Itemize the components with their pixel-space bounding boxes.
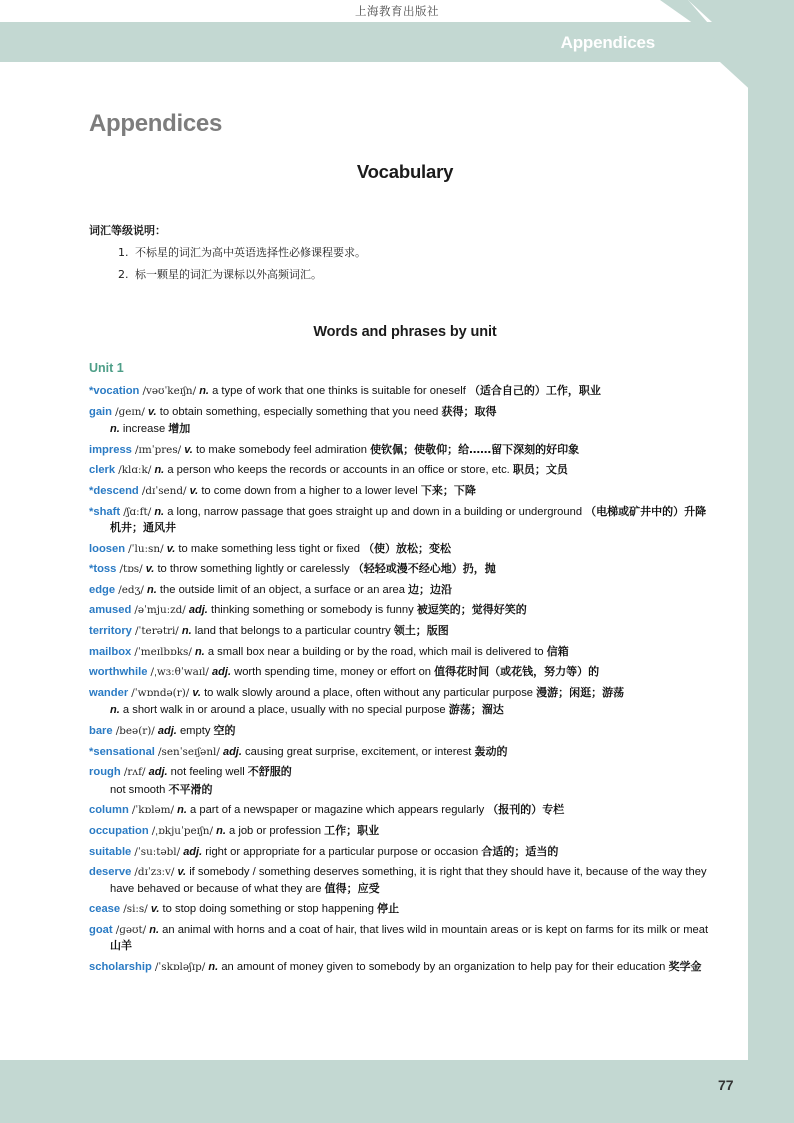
entry-definition: thinking something or somebody is funny	[210, 604, 414, 617]
entry-translation: 不舒服的	[247, 765, 292, 779]
entry-translation: （使）放松；变松	[363, 541, 452, 555]
entry-definition: a part of a newspaper or magazine which appears regularly	[190, 804, 485, 817]
entry-translation: 下来；下降	[420, 483, 476, 497]
vocabulary-entry	[89, 504, 714, 537]
entry-headword	[89, 385, 139, 397]
entry-headword	[89, 825, 149, 837]
entry-translation: 边；边沿	[408, 582, 453, 596]
entry-translation: 合适的；适当的	[481, 844, 559, 858]
entry-extra-sense	[110, 782, 714, 798]
vocabulary-entry	[89, 541, 714, 557]
entry-pronunciation: /dɪˈzɜːv/	[134, 866, 175, 879]
entry-word: scholarship	[89, 960, 152, 973]
entry-definition: a person who keeps the records or accounts in an office or store, etc.	[167, 464, 510, 477]
entry-headword	[89, 687, 128, 699]
entry-pronunciation: /ɪmˈpres/	[135, 443, 182, 456]
entry-part-of-speech: n.	[149, 923, 160, 936]
entry-part-of-speech: adj.	[157, 725, 177, 737]
entry-translation: 信箱	[546, 644, 569, 658]
footer-green-band	[0, 1060, 794, 1123]
entry-headword	[89, 563, 116, 575]
entry-part-of-speech: n.	[194, 645, 205, 658]
sense-definition: increase	[122, 422, 166, 435]
entry-translation: 停止	[377, 902, 400, 916]
entry-translation: 山羊	[110, 939, 132, 953]
entry-word: territory	[89, 625, 132, 638]
entry-translation: 获得；取得	[441, 404, 497, 418]
entry-word: bare	[89, 725, 113, 737]
entry-headword	[89, 766, 121, 778]
entry-definition: to throw something lightly or carelessly	[157, 563, 350, 576]
sense-translation: 增加	[168, 421, 191, 435]
sense-definition: a short walk in or around a place, usually with no special purpose	[122, 704, 446, 717]
entry-part-of-speech: n.	[208, 960, 219, 973]
subsection-title: Words and phrases by unit	[313, 324, 497, 340]
entry-translation: 空的	[213, 724, 236, 737]
entry-pronunciation: /senˈseɪʃənl/	[158, 745, 220, 758]
vocabulary-entry-list	[89, 383, 714, 979]
note-item	[89, 268, 689, 282]
entry-headword	[89, 543, 125, 555]
note-number: 1.	[118, 246, 129, 259]
entry-part-of-speech: v.	[145, 563, 155, 576]
vocabulary-entry	[89, 959, 714, 975]
notes-list	[89, 246, 689, 282]
entry-definition: a long, narrow passage that goes straight up and down in a building or underground	[167, 505, 583, 518]
entry-headword	[89, 584, 115, 596]
entry-word: worthwhile	[89, 666, 148, 679]
entry-part-of-speech: v.	[166, 542, 176, 555]
entry-word: loosen	[89, 542, 126, 555]
entry-word: suitable	[89, 845, 132, 858]
entry-headword	[89, 746, 155, 758]
vocabulary-entry	[89, 644, 714, 660]
entry-definition: if somebody / something deserves something, it is right that they should have it, because of the way they have behaved or because of what they are	[110, 866, 707, 895]
entry-headword	[89, 646, 131, 658]
entry-part-of-speech: v.	[192, 687, 201, 700]
entry-pronunciation: /ʃɑːft/	[123, 505, 152, 518]
entry-part-of-speech: n.	[216, 824, 226, 837]
entry-part-of-speech: v.	[148, 405, 157, 418]
sense-translation: 游荡；溜达	[448, 703, 504, 717]
entry-word: goat	[89, 923, 113, 936]
entry-definition: causing great surprise, excitement, or interest	[245, 745, 472, 758]
entry-definition: to make something less tight or fixed	[178, 542, 360, 555]
entry-word: descend	[93, 484, 139, 497]
entry-word: mailbox	[89, 645, 132, 658]
entry-definition: land that belongs to a particular country	[194, 625, 391, 638]
entry-pronunciation: /tɒs/	[119, 563, 143, 576]
entry-part-of-speech: v.	[189, 484, 199, 497]
vocabulary-entry	[89, 664, 714, 680]
vocabulary-entry	[89, 844, 714, 860]
notes-title: 词汇等级说明：	[89, 224, 166, 237]
sense-definition: not smooth	[110, 783, 166, 796]
entry-headword	[89, 846, 131, 858]
entry-headword	[89, 903, 120, 915]
entry-pronunciation: /ˈterətri/	[135, 625, 179, 638]
entry-part-of-speech: adj.	[183, 845, 203, 858]
vocabulary-entry	[89, 483, 714, 499]
entry-headword	[89, 804, 129, 816]
entry-word: impress	[89, 443, 132, 456]
entry-definition: not feeling well	[170, 766, 245, 779]
entry-star-marker: *	[89, 385, 94, 397]
entry-pronunciation: /dɪˈsend/	[141, 484, 187, 497]
entry-pronunciation: /siːs/	[123, 903, 148, 916]
entry-pronunciation: /edʒ/	[118, 583, 144, 596]
entry-headword	[89, 485, 139, 497]
entry-pronunciation: /ˈwɒndə(r)/	[131, 687, 190, 700]
vocabulary-entry	[89, 602, 714, 618]
entry-pronunciation: /ˌɒkjuˈpeɪʃn/	[151, 824, 213, 837]
entry-translation: （报刊的）专栏	[487, 803, 565, 817]
running-head: Appendices	[560, 33, 655, 52]
unit-label: Unit 1	[89, 361, 124, 375]
entry-translation: 奖学金	[668, 959, 702, 973]
entry-pronunciation: /ɡeɪn/	[115, 405, 145, 418]
entry-headword	[89, 961, 152, 973]
entry-pronunciation: /ˈluːsn/	[128, 542, 164, 555]
entry-star-marker: *	[89, 745, 94, 758]
entry-word: gain	[89, 405, 112, 418]
vocabulary-entry	[89, 462, 714, 478]
entry-headword	[89, 464, 115, 476]
entry-word: rough	[89, 766, 121, 779]
entry-part-of-speech: n.	[154, 464, 165, 477]
vocabulary-entry	[89, 744, 714, 760]
entry-part-of-speech: n.	[147, 583, 157, 596]
entry-word: amused	[89, 604, 132, 617]
entry-part-of-speech: adj.	[148, 766, 168, 779]
entry-part-of-speech: v.	[150, 903, 160, 916]
vocabulary-entry	[89, 685, 714, 719]
entry-star-marker: *	[89, 563, 94, 576]
entry-star-marker: *	[89, 484, 94, 497]
entry-definition: to stop doing something or stop happening	[162, 903, 375, 916]
entry-part-of-speech: v.	[177, 866, 187, 879]
entry-definition: to come down from a higher to a lower level	[201, 484, 418, 497]
entry-translation: 使钦佩；使敬仰；给……留下深刻的好印象	[370, 442, 580, 456]
sense-part-of-speech: n.	[110, 422, 120, 435]
entry-definition: worth spending time, money or effort on	[234, 666, 432, 679]
vocabulary-entry	[89, 764, 714, 798]
entry-definition: to obtain something, especially something that you need	[159, 405, 439, 418]
entry-translation: 轰动的	[474, 744, 508, 758]
entry-definition: to walk slowly around a place, often without any particular purpose	[204, 687, 534, 700]
entry-translation: （轻轻或漫不经心地）扔，抛	[352, 562, 496, 576]
vocabulary-entry	[89, 802, 714, 818]
note-number: 2.	[118, 267, 129, 281]
entry-headword	[89, 406, 112, 418]
entry-definition: the outside limit of an object, a surface or an area	[159, 583, 405, 596]
entry-translation: 值得花时间（或花钱，努力等）的	[434, 665, 600, 679]
entry-translation: 值得；应受	[324, 881, 380, 895]
entry-pronunciation: /ɡəʊt/	[115, 923, 147, 936]
entry-translation: 领土；版图	[393, 624, 449, 638]
entry-pronunciation: /beə(r)/	[115, 725, 155, 737]
entry-pronunciation: /ˈsuːtəbl/	[134, 845, 181, 858]
entry-headword	[89, 924, 113, 936]
entry-definition: a small box near a building or by the road, which mail is delivered to	[207, 645, 544, 658]
vocabulary-entry	[89, 442, 714, 458]
entry-headword	[89, 666, 147, 678]
note-item	[89, 246, 689, 260]
entry-word: cease	[89, 903, 121, 916]
entry-star-marker: *	[89, 505, 94, 518]
entry-word: clerk	[89, 464, 116, 477]
entry-word: wander	[89, 687, 129, 700]
vocabulary-level-notes	[89, 222, 689, 282]
entry-pronunciation: /ˈmeɪlbɒks/	[134, 645, 192, 658]
sense-translation: 不平滑的	[168, 782, 213, 796]
entry-word: toss	[93, 563, 117, 576]
entry-translation: 工作；职业	[324, 823, 380, 837]
vocabulary-entry	[89, 561, 714, 577]
entry-pronunciation: /rʌf/	[123, 766, 146, 779]
entry-word: edge	[89, 583, 116, 596]
vocabulary-entry	[89, 922, 714, 955]
entry-pronunciation: /vəʊˈkeɪʃn/	[142, 385, 197, 397]
entry-translation: 漫游；闲逛；游荡	[536, 686, 625, 700]
vocabulary-entry	[89, 582, 714, 598]
entry-extra-sense	[110, 421, 714, 437]
entry-word: sensational	[93, 745, 155, 758]
entry-pronunciation: /ˈskɒləʃɪp/	[154, 960, 206, 973]
entry-definition: an amount of money given to somebody by an organization to help pay for their education	[221, 960, 666, 973]
entry-headword	[89, 625, 132, 637]
entry-part-of-speech: n.	[154, 505, 165, 518]
note-text: 标一颗星的词汇为课标以外高频词汇。	[135, 267, 322, 281]
entry-pronunciation: /əˈmjuːzd/	[134, 604, 186, 617]
entry-pronunciation: /ˌwɜːθˈwaɪl/	[150, 666, 209, 679]
entry-part-of-speech: n.	[181, 625, 192, 638]
entry-extra-sense	[110, 702, 714, 718]
entry-word: shaft	[93, 505, 121, 518]
entry-part-of-speech: n.	[199, 385, 209, 397]
entry-definition: empty	[179, 725, 211, 737]
vocabulary-entry	[89, 383, 714, 399]
sense-part-of-speech: n.	[110, 704, 120, 717]
note-text: 不标星的词汇为高中英语选择性必修课程要求。	[135, 246, 366, 259]
entry-headword	[89, 506, 120, 518]
entry-word: vocation	[93, 385, 140, 397]
entry-part-of-speech: adj.	[188, 604, 208, 617]
vocabulary-entry	[89, 901, 714, 917]
entry-definition: a job or profession	[229, 824, 322, 837]
entry-headword	[89, 444, 132, 456]
entry-word: column	[89, 804, 129, 817]
entry-translation: 被逗笑的；觉得好笑的	[416, 603, 527, 617]
entry-definition: a type of work that one thinks is suitable for oneself	[212, 385, 466, 397]
publisher-name: 上海教育出版社	[355, 4, 439, 18]
vocabulary-entry	[89, 864, 714, 897]
entry-headword	[89, 725, 113, 737]
entry-part-of-speech: n.	[177, 804, 187, 817]
entry-word: occupation	[89, 824, 149, 837]
page-number: 77	[718, 1077, 734, 1093]
section-title: Vocabulary	[356, 161, 454, 182]
entry-translation: （适合自己的）工作，职业	[468, 384, 601, 397]
entry-word: deserve	[89, 866, 132, 879]
entry-part-of-speech: adj.	[212, 666, 231, 679]
entry-definition: to make somebody feel admiration	[195, 443, 367, 456]
entry-part-of-speech: adj.	[222, 745, 242, 758]
entry-definition: an animal with horns and a coat of hair, that lives wild in mountain areas or is kept on farms for its milk or meat	[162, 923, 709, 936]
entry-headword	[89, 866, 131, 878]
vocabulary-entry	[89, 823, 714, 839]
entry-translation: 职员；文员	[512, 463, 568, 477]
entry-part-of-speech: v.	[184, 443, 193, 456]
entry-headword	[89, 604, 131, 616]
entry-pronunciation: /klɑːk/	[118, 464, 152, 477]
entry-translation: （电梯或矿井中的）升降机井；通风井	[110, 504, 707, 534]
entry-pronunciation: /ˈkɒləm/	[131, 804, 175, 817]
page-title: Appendices	[89, 110, 223, 137]
entry-definition: right or appropriate for a particular purpose or occasion	[205, 845, 479, 858]
vocabulary-entry	[89, 404, 714, 438]
vocabulary-entry	[89, 623, 714, 639]
vocabulary-entry	[89, 723, 714, 739]
